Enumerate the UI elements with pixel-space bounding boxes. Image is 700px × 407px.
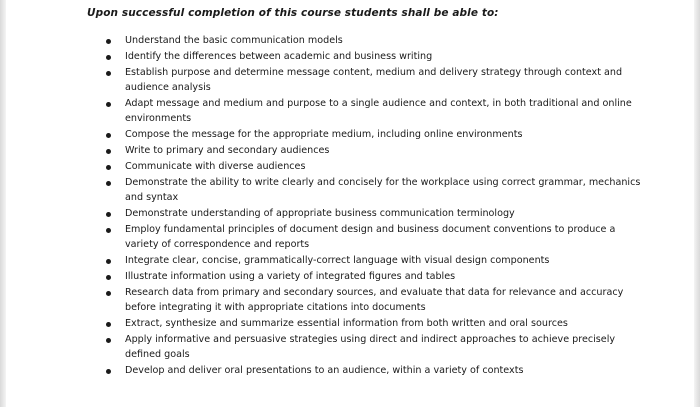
list-item: Demonstrate understanding of appropriate business communication terminology xyxy=(87,206,647,222)
bullet-icon xyxy=(106,55,111,60)
list-item: Employ fundamental principles of document design and business document conventions to produce a variety of correspondence and reports xyxy=(87,222,647,253)
bullet-icon xyxy=(106,39,111,44)
bullet-icon xyxy=(106,369,111,374)
bullet-icon xyxy=(106,228,111,233)
list-item: Apply informative and persuasive strategies using direct and indirect approaches to achieve precisely defined goals xyxy=(87,332,647,363)
list-item: Write to primary and secondary audiences xyxy=(87,143,647,159)
list-item: Understand the basic communication models xyxy=(87,33,647,49)
page-edge-left xyxy=(0,0,6,407)
list-item: Develop and deliver oral presentations to an audience, within a variety of contexts xyxy=(87,363,647,379)
objectives-list xyxy=(87,33,647,379)
list-item: Compose the message for the appropriate medium, including online environments xyxy=(87,127,647,143)
list-item: Communicate with diverse audiences xyxy=(87,159,647,175)
bullet-icon xyxy=(106,133,111,138)
bullet-icon xyxy=(106,291,111,296)
document-page xyxy=(87,6,647,379)
bullet-icon xyxy=(106,275,111,280)
list-item: Adapt message and medium and purpose to a single audience and context, in both traditional and online environments xyxy=(87,96,647,127)
bullet-icon xyxy=(106,181,111,186)
bullet-icon xyxy=(106,71,111,76)
list-item: Extract, synthesize and summarize essential information from both written and oral sources xyxy=(87,316,647,332)
list-item: Identify the differences between academic and business writing xyxy=(87,49,647,65)
bullet-icon xyxy=(106,322,111,327)
list-item: Illustrate information using a variety of integrated figures and tables xyxy=(87,269,647,285)
list-item: Integrate clear, concise, grammatically-correct language with visual design components xyxy=(87,253,647,269)
list-item: Research data from primary and secondary sources, and evaluate that data for relevance and accuracy before integrating it with appropriate citations into documents xyxy=(87,285,647,316)
bullet-icon xyxy=(106,149,111,154)
bullet-icon xyxy=(106,259,111,264)
list-item: Establish purpose and determine message content, medium and delivery strategy through context and audience analysis xyxy=(87,65,647,96)
bullet-icon xyxy=(106,212,111,217)
bullet-icon xyxy=(106,102,111,107)
bullet-icon xyxy=(106,165,111,170)
section-heading: Upon successful completion of this course students shall be able to: xyxy=(87,7,499,19)
bullet-icon xyxy=(106,338,111,343)
page-edge-right xyxy=(694,0,700,407)
list-item: Demonstrate the ability to write clearly and concisely for the workplace using correct grammar, mechanics and syntax xyxy=(87,175,647,206)
